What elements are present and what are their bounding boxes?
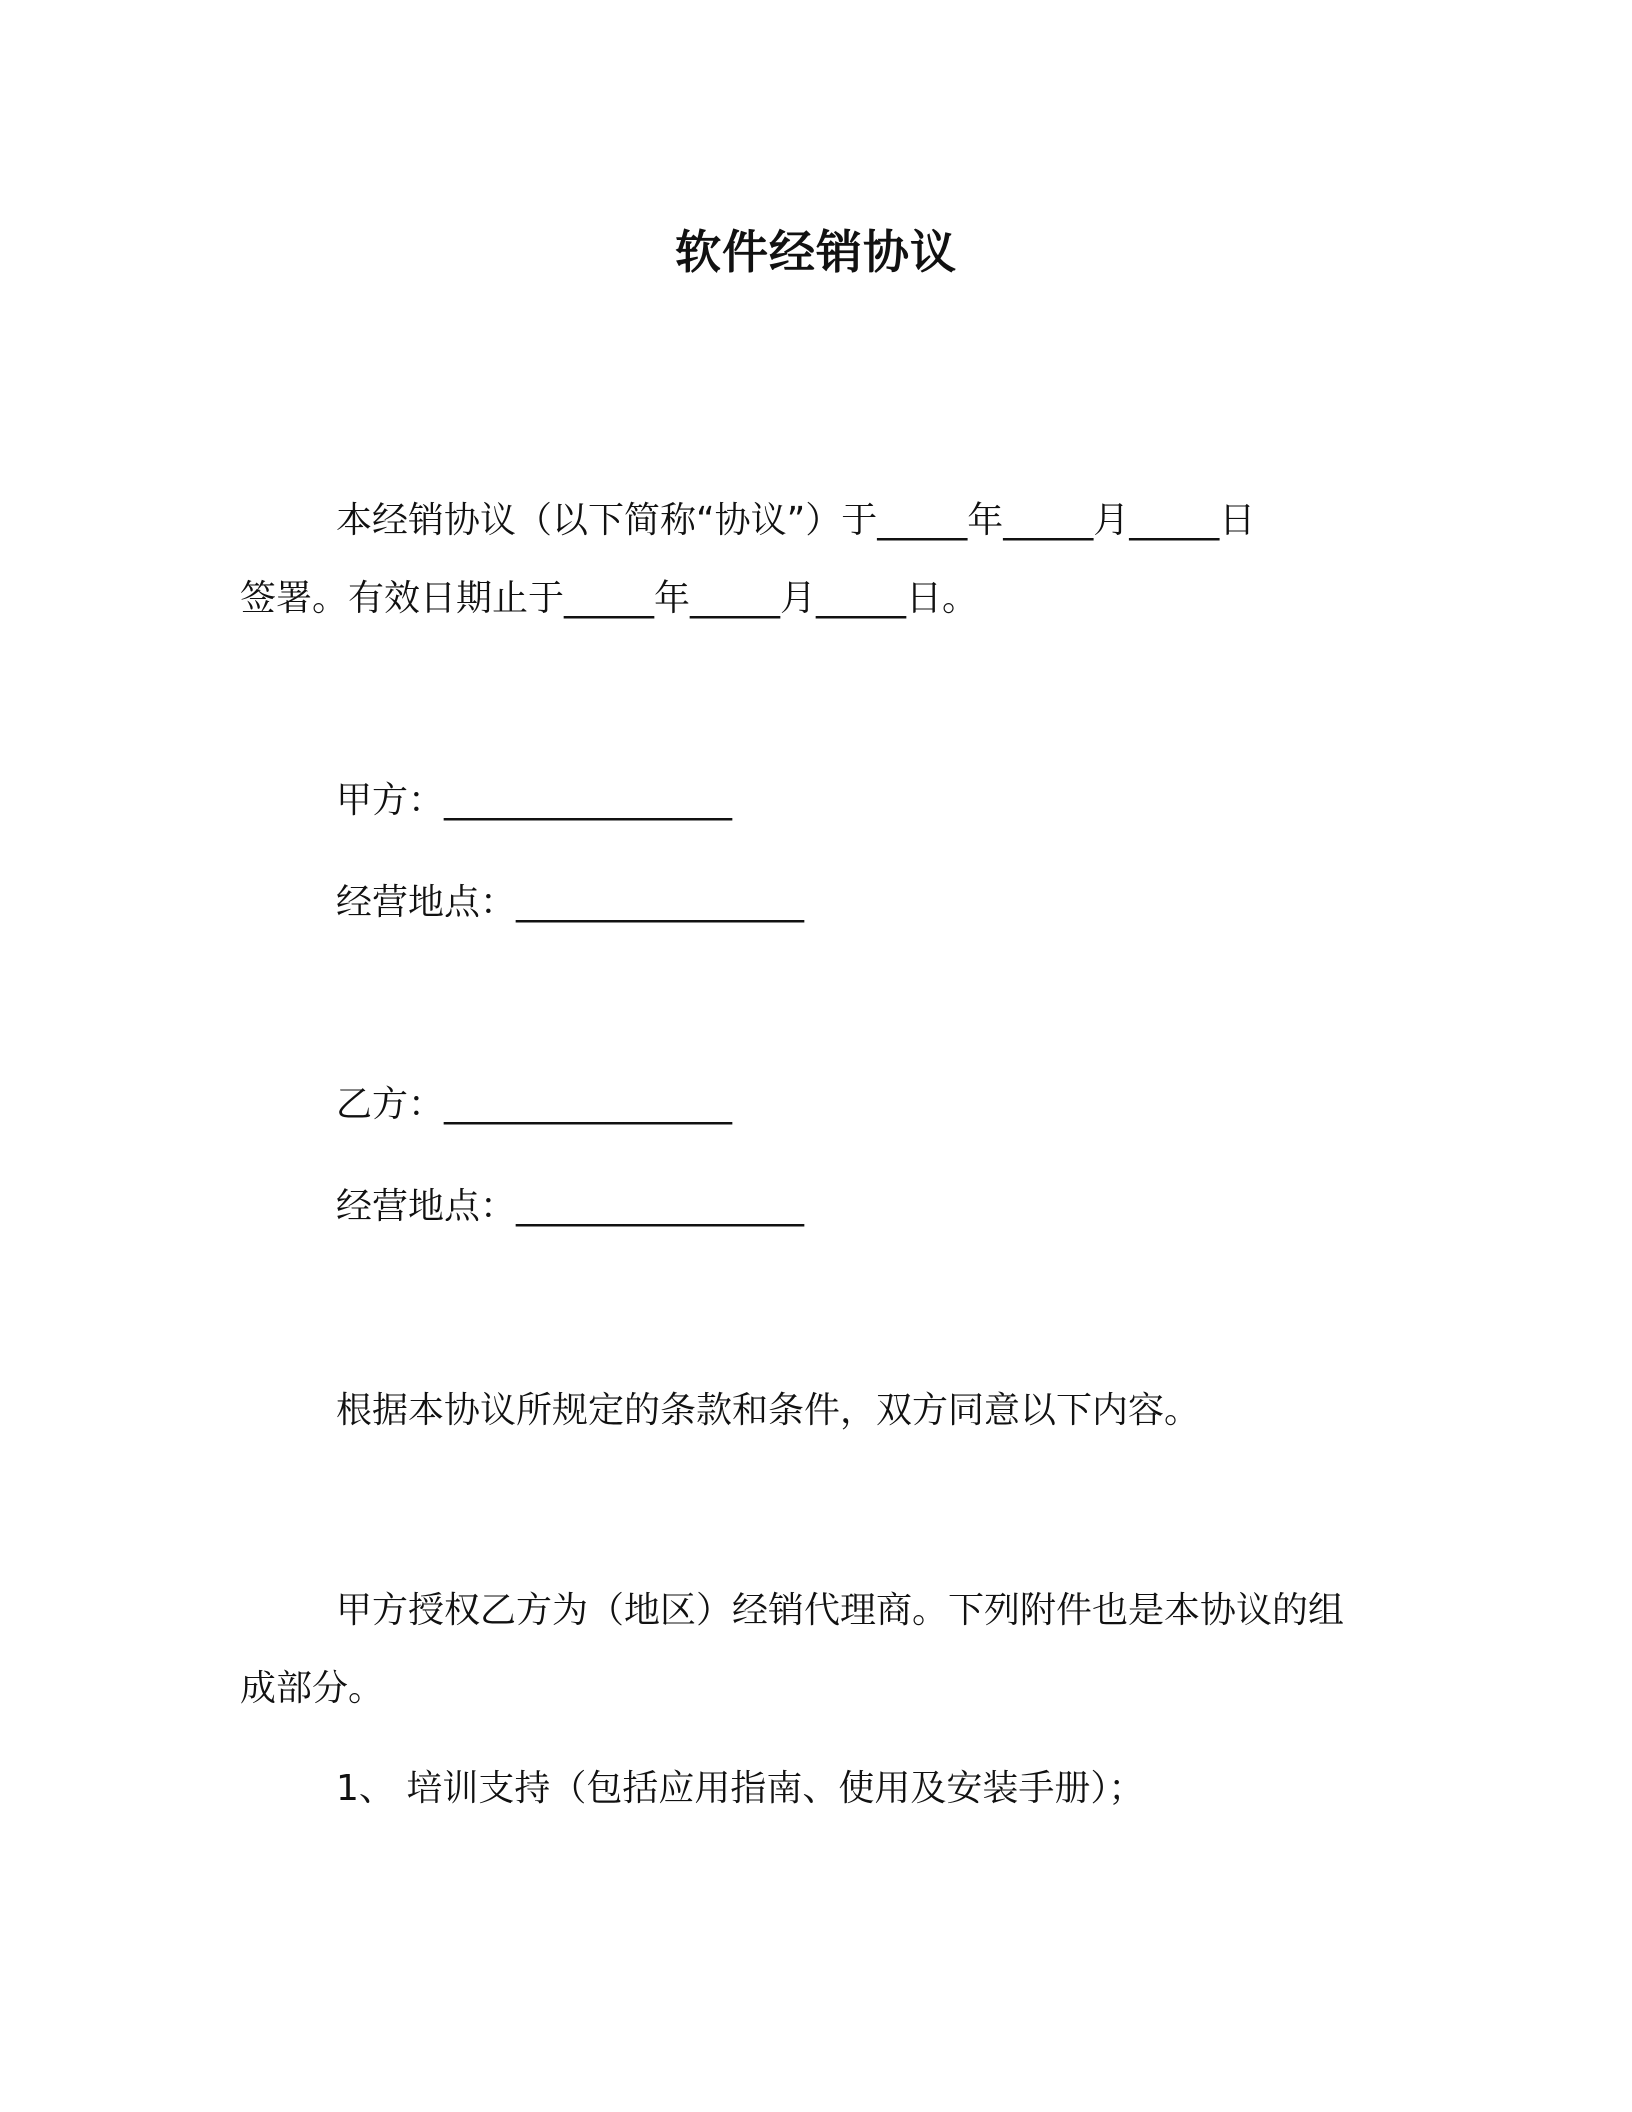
- party-a-address: 经营地点：________________: [336, 882, 805, 923]
- party-b-label: 乙方：________________: [336, 1084, 733, 1125]
- document-title: 软件经销协议: [675, 225, 957, 279]
- intro-line-2: 签署。有效日期止于_____年_____月_____日。: [240, 578, 979, 619]
- authorization-line-2: 成部分。: [240, 1668, 385, 1709]
- authorization-line-1: 甲方授权乙方为（地区）经销代理商。下列附件也是本协议的组: [336, 1590, 1345, 1631]
- agreement-statement: 根据本协议所规定的条款和条件，双方同意以下内容。: [336, 1390, 1201, 1431]
- intro-line-1: 本经销协议（以下简称“协议”）于_____年_____月_____日: [336, 500, 1256, 541]
- party-b-address: 经营地点：________________: [336, 1186, 805, 1227]
- party-a-label: 甲方：________________: [336, 780, 733, 821]
- list-item-1: 1、 培训支持（包括应用指南、使用及安装手册）；: [336, 1768, 1145, 1809]
